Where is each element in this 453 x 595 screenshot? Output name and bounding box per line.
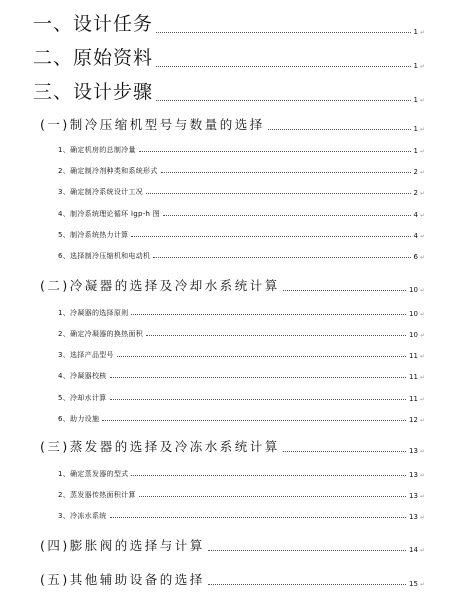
toc-entry-label: 三、设计步骤 (33, 81, 154, 103)
toc-entry-label: 3、确定制冷系统设计工况 (58, 188, 144, 196)
toc-entry-label: 4、制冷系统理论循环 lgp-h 图 (58, 210, 161, 218)
toc-entry-label: 4、冷凝器校核 (58, 372, 107, 380)
dot-leader (268, 129, 411, 130)
toc-page-number: 14 (409, 546, 418, 554)
dot-leader (161, 172, 411, 173)
toc-entry-label: 5、冷却水计算 (58, 394, 107, 402)
paragraph-mark-icon: ↵ (419, 311, 425, 318)
dot-leader (156, 100, 410, 101)
toc-page-number: 1 (413, 62, 418, 70)
paragraph-mark-icon: ↵ (419, 97, 425, 104)
dot-leader (117, 356, 406, 357)
toc-page-number: 1 (413, 147, 418, 155)
paragraph-mark-icon: ↵ (419, 287, 425, 294)
toc-entry-section-1[interactable] (0, 115, 453, 133)
toc-entry-label: 1、确定机房的总制冷量 (58, 146, 136, 154)
toc-page-number: 13 (409, 513, 418, 521)
toc-page-number: 10 (409, 310, 418, 318)
paragraph-mark-icon: ↵ (419, 581, 425, 588)
toc-entry-2-3[interactable] (0, 348, 453, 360)
dot-leader (146, 335, 406, 336)
toc-page-number: 13 (409, 447, 418, 455)
dot-leader (283, 290, 406, 291)
paragraph-mark-icon: ↵ (419, 126, 425, 133)
toc-entry-source-data[interactable] (0, 44, 453, 70)
toc-page-number: 4 (413, 232, 418, 240)
paragraph-mark-icon: ↵ (419, 514, 425, 521)
paragraph-mark-icon: ↵ (419, 63, 425, 70)
toc-entry-2-4[interactable] (0, 369, 453, 381)
toc-entry-label: 1、确定蒸发器的型式 (58, 470, 129, 478)
toc-entry-label: 一、设计任务 (33, 13, 154, 35)
toc-entry-design-task[interactable] (0, 10, 453, 36)
dot-leader (131, 475, 406, 476)
paragraph-mark-icon: ↵ (419, 332, 425, 339)
toc-entry-section-5[interactable] (0, 570, 453, 588)
paragraph-mark-icon: ↵ (419, 547, 425, 554)
toc-entry-section-3[interactable] (0, 437, 453, 455)
paragraph-mark-icon: ↵ (419, 417, 425, 424)
toc-entry-1-3[interactable] (0, 185, 453, 197)
paragraph-mark-icon: ↵ (419, 353, 425, 360)
toc-entry-3-2[interactable] (0, 488, 453, 500)
toc-page-number: 1 (413, 125, 418, 133)
toc-entry-2-6[interactable] (0, 412, 453, 424)
toc-page-number: 11 (409, 373, 418, 381)
dot-leader (156, 32, 410, 33)
dot-leader (110, 517, 406, 518)
paragraph-mark-icon: ↵ (419, 254, 425, 261)
toc-entry-label: (二)冷凝器的选择及冷却水系统计算 (40, 278, 280, 293)
toc-entry-label: 3、选择产品型号 (58, 351, 114, 359)
toc-page-number: 15 (409, 580, 418, 588)
toc-page-number: 10 (409, 331, 418, 339)
toc-entry-2-5[interactable] (0, 391, 453, 403)
paragraph-mark-icon: ↵ (419, 493, 425, 500)
toc-entry-3-3[interactable] (0, 509, 453, 521)
toc-entry-label: 1、冷凝器的选择原则 (58, 309, 129, 317)
paragraph-mark-icon: ↵ (419, 169, 425, 176)
toc-page-number: 6 (413, 253, 418, 261)
toc-page-number: 2 (413, 189, 418, 197)
toc-page-number: 4 (413, 211, 418, 219)
paragraph-mark-icon: ↵ (419, 233, 425, 240)
dot-leader (208, 550, 406, 551)
toc-entry-2-1[interactable] (0, 306, 453, 318)
dot-leader (163, 215, 410, 216)
dot-leader (208, 584, 406, 585)
toc-entry-label: 6、助力设施 (58, 415, 100, 423)
toc-page-number: 11 (409, 395, 418, 403)
toc-page-number: 11 (409, 352, 418, 360)
toc-entry-label: 6、选择制冷压缩机和电动机 (58, 252, 151, 260)
toc-entry-label: (一)制冷压缩机型号与数量的选择 (40, 117, 265, 132)
paragraph-mark-icon: ↵ (419, 448, 425, 455)
dot-leader (139, 151, 411, 152)
toc-entry-section-2[interactable] (0, 276, 453, 294)
paragraph-mark-icon: ↵ (419, 374, 425, 381)
toc-entry-1-2[interactable] (0, 164, 453, 176)
toc-entry-label: (五)其他辅助设备的选择 (40, 572, 205, 587)
dot-leader (153, 257, 410, 258)
toc-page-number: 13 (409, 492, 418, 500)
dot-leader (110, 399, 406, 400)
toc-entry-3-1[interactable] (0, 467, 453, 479)
paragraph-mark-icon: ↵ (419, 212, 425, 219)
toc-entry-label: 2、确定冷凝器的换热面积 (58, 330, 144, 338)
dot-leader (131, 236, 410, 237)
dot-leader (283, 451, 406, 452)
toc-page-number: 12 (409, 416, 418, 424)
toc-page-number: 10 (409, 286, 418, 294)
toc-entry-section-4[interactable] (0, 536, 453, 554)
dot-leader (146, 193, 410, 194)
paragraph-mark-icon: ↵ (419, 148, 425, 155)
paragraph-mark-icon: ↵ (419, 29, 425, 36)
toc-page-number: 2 (413, 168, 418, 176)
toc-page-number: 1 (413, 28, 418, 36)
toc-entry-label: (四)膨胀阀的选择与计算 (40, 538, 205, 553)
dot-leader (131, 314, 406, 315)
toc-entry-1-4[interactable] (0, 207, 453, 219)
dot-leader (102, 420, 406, 421)
toc-entry-label: 二、原始资料 (33, 47, 154, 69)
toc-page-number: 13 (409, 471, 418, 479)
toc-entry-1-1[interactable] (0, 143, 453, 155)
toc-entry-label: 5、制冷系统热力计算 (58, 231, 129, 239)
toc-page-number: 1 (413, 96, 418, 104)
toc-entry-label: 3、冷冻水系统 (58, 512, 107, 520)
toc-entry-2-2[interactable] (0, 327, 453, 339)
toc-entry-label: 2、蒸发器传热面积计算 (58, 491, 136, 499)
toc-entry-label: 2、确定制冷剂种类和系统形式 (58, 167, 158, 175)
paragraph-mark-icon: ↵ (419, 472, 425, 479)
dot-leader (110, 377, 406, 378)
paragraph-mark-icon: ↵ (419, 396, 425, 403)
toc-entry-1-5[interactable] (0, 228, 453, 240)
paragraph-mark-icon: ↵ (419, 190, 425, 197)
toc-entry-1-6[interactable] (0, 249, 453, 261)
dot-leader (156, 66, 410, 67)
dot-leader (139, 496, 406, 497)
toc-entry-label: (三)蒸发器的选择及冷冻水系统计算 (40, 439, 280, 454)
toc-entry-design-steps[interactable] (0, 78, 453, 104)
